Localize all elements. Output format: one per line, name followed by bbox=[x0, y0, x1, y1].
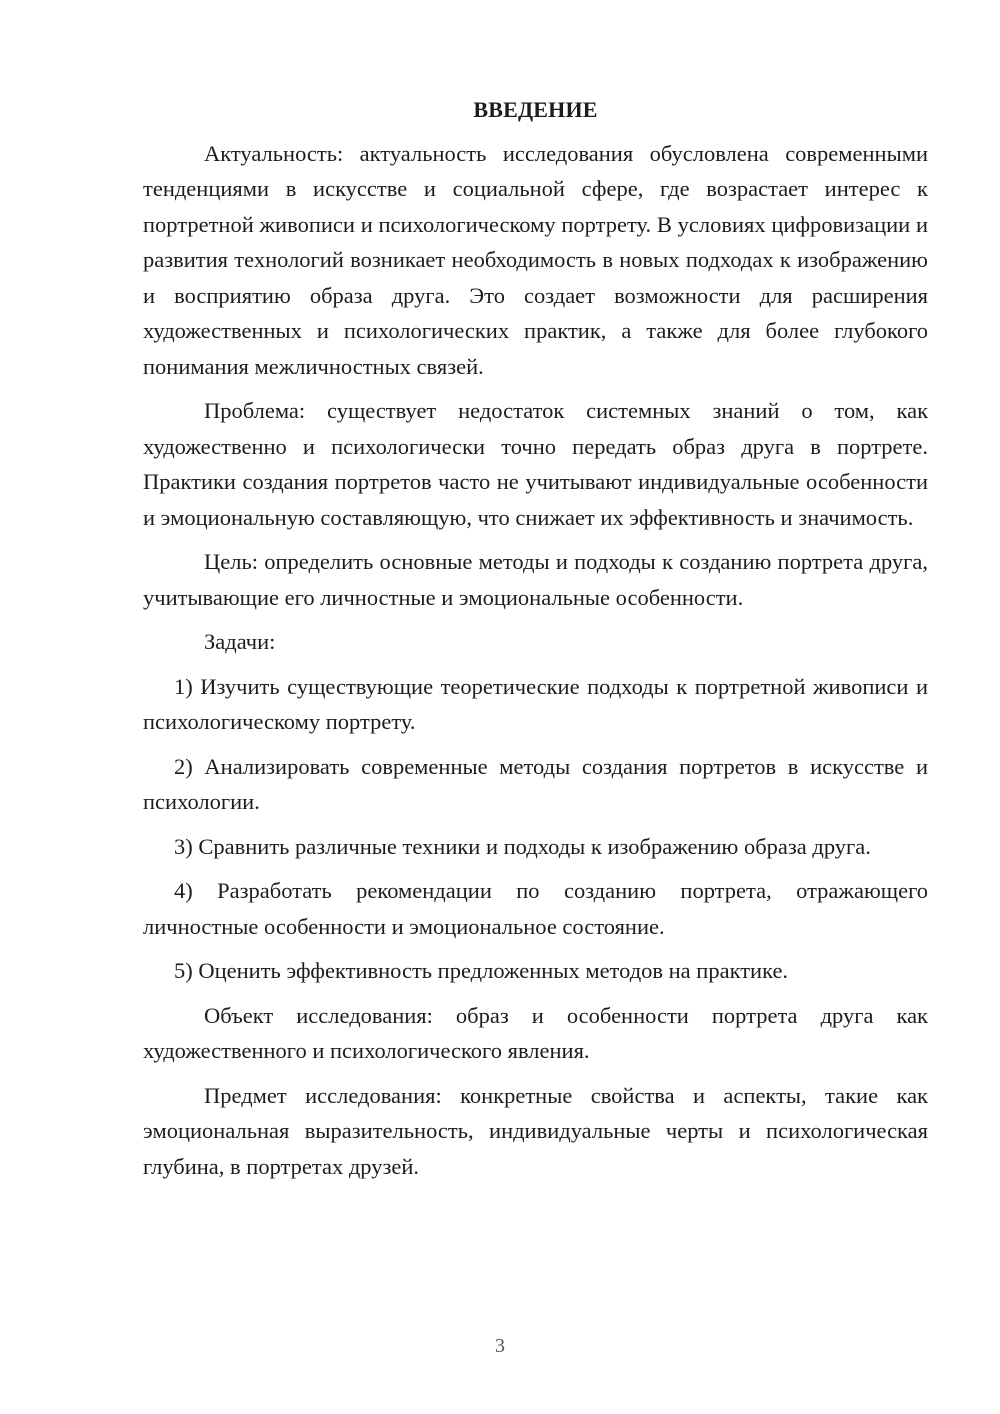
tasks-heading: Задачи: bbox=[204, 629, 276, 654]
page-content bbox=[143, 92, 928, 1193]
page-number: 3 bbox=[495, 1335, 505, 1357]
task-item-5: 5) Оценить эффективность предложенных методов на практике. bbox=[174, 958, 789, 983]
paragraph-problem: Проблема: существует недостаток системных знаний о том, как художественно и психологически точно передать образ друга в портрете. Практики создания портретов часто не учитывают индивидуальные особенности и эмоциональную составляющую, что снижает их эффективность и значимость. bbox=[143, 398, 928, 530]
paragraph-relevance: Актуальность: актуальность исследования обусловлена современными тенденциями в искусстве и социальной сфере, где возрастает интерес к портретной живописи и психологическому портрету. В условиях цифровизации и развития технологий возникает необходимость в новых подходах к изображению и восприятию образа друга. Это создает возможности для расширения художественных и психологических практик, а также для более глубокого понимания межличностных связей. bbox=[143, 140, 928, 379]
task-item-2: 2) Анализировать современные методы создания портретов в искусстве и психологии. bbox=[143, 753, 928, 814]
task-item-4: 4) Разработать рекомендации по созданию портрета, отражающего личностные особенности и эмоциональное состояние. bbox=[143, 878, 928, 939]
paragraph-goal: Цель: определить основные методы и подходы к созданию портрета друга, учитывающие его личностные и эмоциональные особенности. bbox=[143, 549, 928, 610]
paragraph-subject: Предмет исследования: конкретные свойства и аспекты, такие как эмоциональная выразительность, индивидуальные черты и психологическая глубина, в портретах друзей. bbox=[143, 1082, 928, 1179]
section-title: ВВЕДЕНИЕ bbox=[473, 97, 598, 122]
task-item-3: 3) Сравнить различные техники и подходы к изображению образа друга. bbox=[174, 833, 871, 859]
paragraph-object: Объект исследования: образ и особенности портрета друга как художественного и психологического явления. bbox=[143, 1002, 928, 1063]
task-item-1: 1) Изучить существующие теоретические подходы к портретной живописи и психологическому портрету. bbox=[143, 673, 928, 734]
